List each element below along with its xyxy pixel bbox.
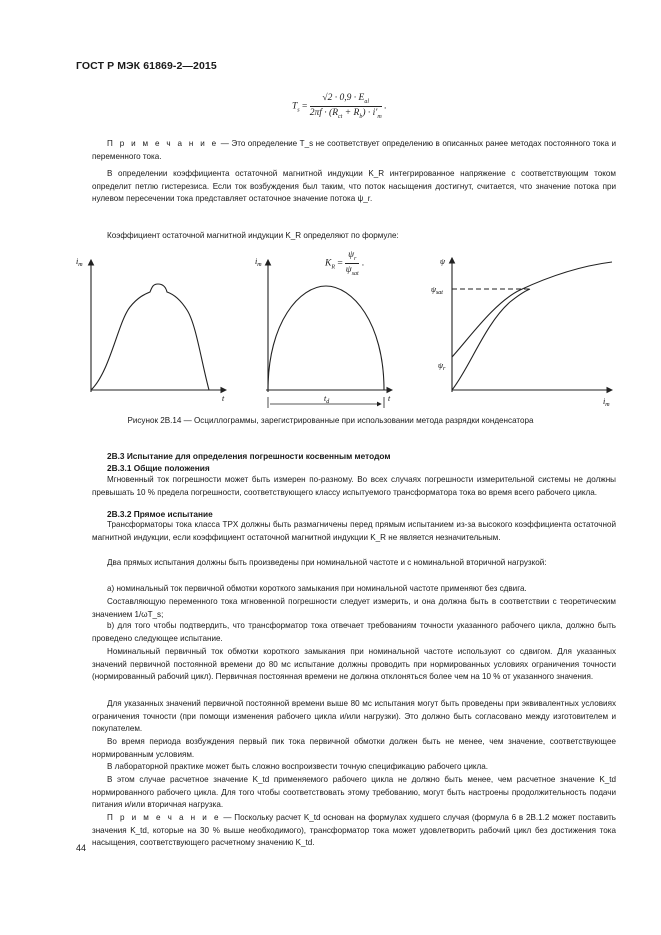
formula-kr-lhs: K: [325, 258, 332, 269]
note-2-label: П р и м е ч а н и е: [107, 813, 221, 822]
graph-3-curve-upper: [452, 262, 612, 357]
graph-2-y-label: $i_m$: [255, 257, 262, 268]
note-2-text: — Поскольку расчет K_td основан на формулах худшего случая (формула 6 в 2В.1.2 может поставить значения K_td, которые на 30 % выше необходимого), трансформатор тока может удовлетворить рабочий цикл без достижения тока насыщения, соответствующего расчетному значению K_td.: [92, 813, 617, 848]
graph-1-x-label: t: [222, 394, 225, 403]
formula-ts-den-plus: + R: [344, 107, 360, 118]
formula-ts-den-sub1: ct: [338, 113, 343, 120]
formula-kr-lhs-sub: R: [331, 264, 336, 271]
graph-3-y-label: ψ: [440, 257, 445, 266]
paragraph-kr-definition: В определении коэффициента остаточной магнитной индукции K_R интегрированное напряжение с соответствующим током определит петлю гистерезиса. Если ток возбуждения был таким, что поток насыщения достигнут, считается, что значение потока при нулевом пересечении тока представляет остаточное значение потока ψ_r.: [92, 169, 616, 204]
paragraph-b-6: В этом случае расчетное значение K_td применяемого рабочего цикла не должно быть менее, чем расчетное значение K_td нормированного рабочего цикла. Для того чтобы соответствовать этому требованию, могут быть настроены продолжительность подачи питания и/или вторичная нагрузка.: [92, 775, 616, 810]
paragraph-b: b) для того чтобы подтвердить, что трансформатор тока отвечает требованиям точности указанного рабочего цикла, должно быть проведено следующее испытание.: [92, 621, 616, 643]
paragraph-b-3: Для указанных значений первичной постоянной времени выше 80 мс испытания могут быть проведены при эквивалентных условиях ограничения точности (при помощи изменения рабочего цикла и/или нагрузки). Это должно быть согласовано между изготовителем и покупателем.: [92, 699, 616, 734]
graph-2: [266, 260, 392, 408]
graph-1: [91, 260, 226, 392]
formula-ts: [292, 93, 386, 120]
paragraph-a: а) номинальный ток первичной обмотки короткого замыкания при номинальной частоте применяют без сдвига.: [107, 584, 527, 593]
note-2: [92, 812, 616, 850]
formula-ts-den-text: 2πf: [309, 107, 322, 118]
paragraph-general: Мгновенный ток погрешности может быть измерен по-разному. Во всех случаях погрешности измерительной системы не должны превышать 10 % предела погрешности, соответствующего классу испытуемого трансформатора тока во время всего рабочего цикла.: [92, 475, 616, 497]
paragraph-b-5: В лабораторной практике может быть сложно воспроизвести точную спецификацию рабочего цикла.: [107, 762, 488, 771]
formula-ts-lhs-sub: s: [297, 107, 300, 114]
formula-ts-den-sub2: b: [359, 113, 363, 120]
section-heading-2b3: 2В.3 Испытание для определения погрешности косвенным методом: [107, 451, 391, 461]
formula-ts-end: .: [384, 101, 387, 112]
figure-caption: Рисунок 2В.14 — Осциллограммы, зарегистрированные при использовании метода разрядки конденсатора: [127, 416, 534, 425]
formula-ts-den-rest: · (R: [324, 107, 338, 118]
note-1-text: — Это определение T_s не соответствует определению в описанных ранее методах постоянного тока и переменного тока.: [92, 139, 616, 161]
paragraph-kr-formula-intro: Коэффициент остаточной магнитной индукции K_R определяют по формуле:: [107, 231, 399, 240]
oscillogram-figure: [0, 252, 661, 412]
formula-kr-den-text: ψ: [345, 264, 352, 275]
paragraph-a-2: Составляющую переменного тока мгновенной погрешности следует измерить, и она должна быть в соответствии с теоретическим значением 1/ωT_s;: [92, 597, 616, 619]
paragraph-b-4: Во время периода возбуждения первый пик тока первичной обмотки должен быть не менее, чем значение, соответствующее нормированным условиям.: [92, 737, 616, 759]
section-heading-2b32: 2В.3.2 Прямое испытание: [107, 509, 213, 519]
standard-header: ГОСТ Р МЭК 61869-2—2015: [76, 60, 217, 72]
formula-ts-den-tail: ) · i′: [362, 107, 378, 118]
graph-2-x-label: t: [388, 394, 391, 403]
graph-3-x-label: $i_m$: [603, 397, 610, 408]
paragraph-direct-2: Два прямых испытания должны быть произведены при номинальной частоте и с номинальной вторичной нагрузкой:: [107, 558, 547, 567]
formula-ts-denominator: [310, 107, 382, 120]
graph-3-r-label: $\psi_r$: [438, 361, 446, 372]
graph-3-sat-label: $\psi_{sat}$: [431, 285, 443, 296]
formula-kr-num-text: ψ: [348, 250, 355, 260]
note-1: [92, 138, 616, 163]
graph-3-curve-lower: [452, 289, 530, 390]
paragraph-direct-1: Трансформаторы тока класса TPX должны быть размагничены перед прямым испытанием из-за высокого коэффициента остаточной магнитной индукции, если коэффициент остаточной магнитной индукции K_R не является незначительным.: [92, 520, 616, 542]
formula-ts-den-sub3: m: [377, 113, 382, 120]
formula-ts-num-text: √2 · 0,9 · E: [322, 93, 365, 103]
formula-kr-num-sub: r: [354, 255, 357, 262]
section-heading-2b31: 2В.3.1 Общие положения: [107, 463, 210, 473]
graph-1-waveform: [91, 284, 209, 390]
graph-2-span-label: $t_d$: [324, 394, 330, 405]
formula-ts-lhs: T: [292, 101, 298, 112]
graph-2-waveform: [268, 286, 384, 390]
formula-ts-eq: =: [302, 101, 308, 112]
formula-kr-eq: =: [337, 258, 343, 269]
formula-ts-fraction: [310, 93, 382, 120]
graph-1-y-label: $i_m$: [76, 257, 83, 268]
page-number: 44: [76, 843, 87, 853]
formula-kr-end: .: [361, 258, 365, 269]
graph-3: [452, 258, 612, 392]
note-1-label: П р и м е ч а н и е: [107, 139, 219, 148]
formula-ts-num-sub: al: [364, 98, 369, 105]
paragraph-b-2: Номинальный первичный ток обмотки короткого замыкания при номинальной частоте используют со сдвигом. Для указанных значений первичной постоянной времени до 80 мс испытание должны проводить при нормированных условиях ограничения точности (нормированный рабочий цикл). Первичная постоянная времени не должна отклоняться более чем на 10 % от указанного значения.: [92, 647, 616, 682]
formula-kr-den-sub: sat: [351, 270, 359, 277]
formula-ts-numerator: [310, 93, 382, 107]
